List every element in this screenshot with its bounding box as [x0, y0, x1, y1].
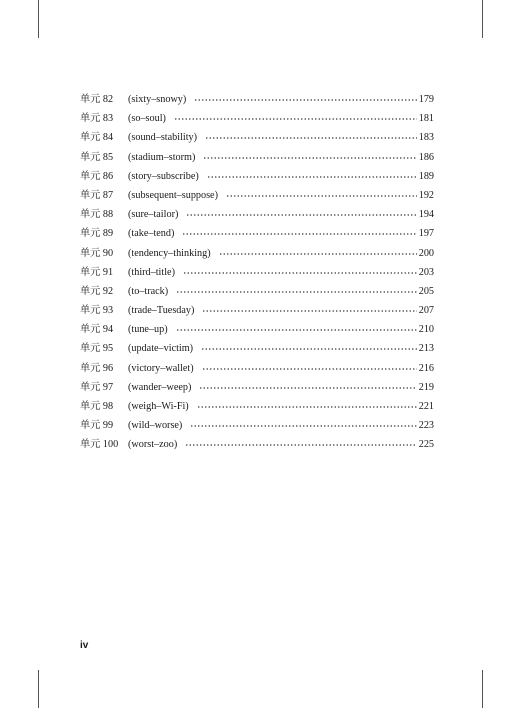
toc-word-range: (sixty–snowy): [128, 94, 187, 105]
crop-mark-bottom-right: [482, 670, 483, 708]
toc-unit-label: 单元 92: [80, 285, 114, 297]
toc-page-number: 192: [418, 189, 434, 201]
toc-dot-leader: [219, 247, 417, 257]
toc-entry[interactable]: [80, 205, 434, 224]
toc-entry[interactable]: [80, 224, 434, 243]
toc-entry[interactable]: [80, 263, 434, 282]
toc-page-number: 179: [418, 94, 434, 105]
toc-unit-label: 单元 90: [80, 247, 114, 259]
toc-word-range: (tendency–thinking): [128, 247, 211, 259]
toc-entry[interactable]: [80, 186, 434, 205]
toc-entry[interactable]: [80, 435, 434, 454]
toc-word-range: (tune–up): [128, 324, 168, 336]
toc-word-range: (subsequent–suppose): [128, 189, 218, 201]
toc-unit-label: 单元 86: [80, 170, 114, 182]
toc-page-number: 203: [418, 266, 434, 278]
toc-entry[interactable]: [80, 90, 434, 109]
toc-page-number: 223: [418, 420, 434, 432]
toc-word-range: (sure–tailor): [128, 209, 179, 221]
crop-mark-top-right: [482, 0, 483, 38]
toc-page-number: 221: [418, 401, 434, 412]
toc-entry[interactable]: [80, 128, 434, 147]
toc-word-range: (wander–weep): [128, 381, 192, 393]
toc-unit-label: 单元 87: [80, 189, 114, 201]
toc-unit-label: 单元 95: [80, 343, 114, 355]
toc-unit-label: 单元 84: [80, 132, 114, 144]
toc-unit-label: 单元 88: [80, 209, 114, 221]
toc-unit-label: 单元 94: [80, 324, 114, 336]
toc-unit-label: 单元 91: [80, 266, 114, 278]
toc-unit-label: 单元 96: [80, 362, 114, 374]
toc-page-number: 213: [418, 343, 434, 355]
toc-page-number: 186: [418, 151, 434, 163]
toc-dot-leader: [183, 266, 417, 276]
toc-dot-leader: [194, 93, 416, 103]
toc-page-number: 181: [418, 113, 434, 125]
toc-dot-leader: [174, 112, 417, 122]
toc-dot-leader: [203, 151, 416, 161]
toc-dot-leader: [182, 227, 416, 237]
toc-entry[interactable]: [80, 359, 434, 378]
toc-word-range: (worst–zoo): [128, 439, 178, 451]
toc-dot-leader: [197, 400, 417, 410]
toc-unit-label: 单元 98: [80, 401, 114, 412]
crop-mark-bottom-left: [38, 670, 39, 708]
toc-page-number: 197: [418, 228, 434, 240]
toc-unit-label: 单元 85: [80, 151, 114, 163]
toc-page-number: 219: [418, 381, 434, 393]
table-of-contents: [80, 90, 434, 455]
toc-word-range: (story–subscribe): [128, 170, 199, 182]
toc-dot-leader: [176, 285, 417, 295]
toc-dot-leader: [205, 131, 417, 141]
toc-dot-leader: [207, 170, 417, 180]
toc-word-range: (weigh–Wi-Fi): [128, 401, 189, 412]
toc-entry[interactable]: [80, 339, 434, 358]
toc-word-range: (take–tend): [128, 228, 175, 240]
toc-dot-leader: [199, 381, 416, 391]
toc-entry[interactable]: [80, 397, 434, 416]
toc-entry[interactable]: [80, 378, 434, 397]
toc-word-range: (so–soul): [128, 113, 166, 125]
toc-dot-leader: [201, 342, 417, 352]
toc-page-number: 183: [418, 132, 434, 144]
toc-page-number: 225: [418, 439, 434, 451]
toc-entry[interactable]: [80, 109, 434, 128]
toc-entry[interactable]: [80, 416, 434, 435]
toc-word-range: (wild–worse): [128, 420, 183, 432]
toc-unit-label: 单元 99: [80, 420, 114, 432]
toc-page-number: 200: [418, 247, 434, 259]
toc-word-range: (victory–wallet): [128, 362, 194, 374]
toc-page-number: 189: [418, 170, 434, 182]
toc-word-range: (third–title): [128, 266, 175, 278]
toc-unit-label: 单元 82: [80, 94, 114, 105]
toc-word-range: (to–track): [128, 285, 169, 297]
toc-entry[interactable]: [80, 282, 434, 301]
toc-dot-leader: [176, 323, 417, 333]
toc-word-range: (update–victim): [128, 343, 194, 355]
toc-dot-leader: [226, 189, 417, 199]
toc-page-number: 216: [418, 362, 434, 374]
crop-mark-top-left: [38, 0, 39, 38]
toc-dot-leader: [202, 362, 417, 372]
toc-word-range: (stadium–storm): [128, 151, 196, 163]
toc-dot-leader: [202, 304, 416, 314]
toc-unit-label: 单元 93: [80, 305, 114, 317]
toc-page-number: 205: [418, 285, 434, 297]
toc-entry[interactable]: [80, 244, 434, 263]
toc-word-range: (sound–stability): [128, 132, 198, 144]
toc-unit-label: 单元 97: [80, 381, 114, 393]
toc-entry[interactable]: [80, 301, 434, 320]
toc-entry[interactable]: [80, 320, 434, 339]
toc-word-range: (trade–Tuesday): [128, 305, 195, 317]
toc-unit-label: 单元 100: [80, 439, 119, 451]
toc-unit-label: 单元 83: [80, 113, 114, 125]
toc-page-number: 210: [418, 324, 434, 336]
toc-unit-label: 单元 89: [80, 228, 114, 240]
page-folio: iv: [80, 640, 89, 651]
toc-dot-leader: [185, 438, 416, 448]
toc-entry[interactable]: [80, 167, 434, 186]
toc-page-number: 194: [418, 209, 434, 221]
toc-entry[interactable]: [80, 148, 434, 167]
toc-dot-leader: [190, 419, 416, 429]
toc-page-number: 207: [418, 305, 434, 317]
toc-dot-leader: [186, 208, 416, 218]
